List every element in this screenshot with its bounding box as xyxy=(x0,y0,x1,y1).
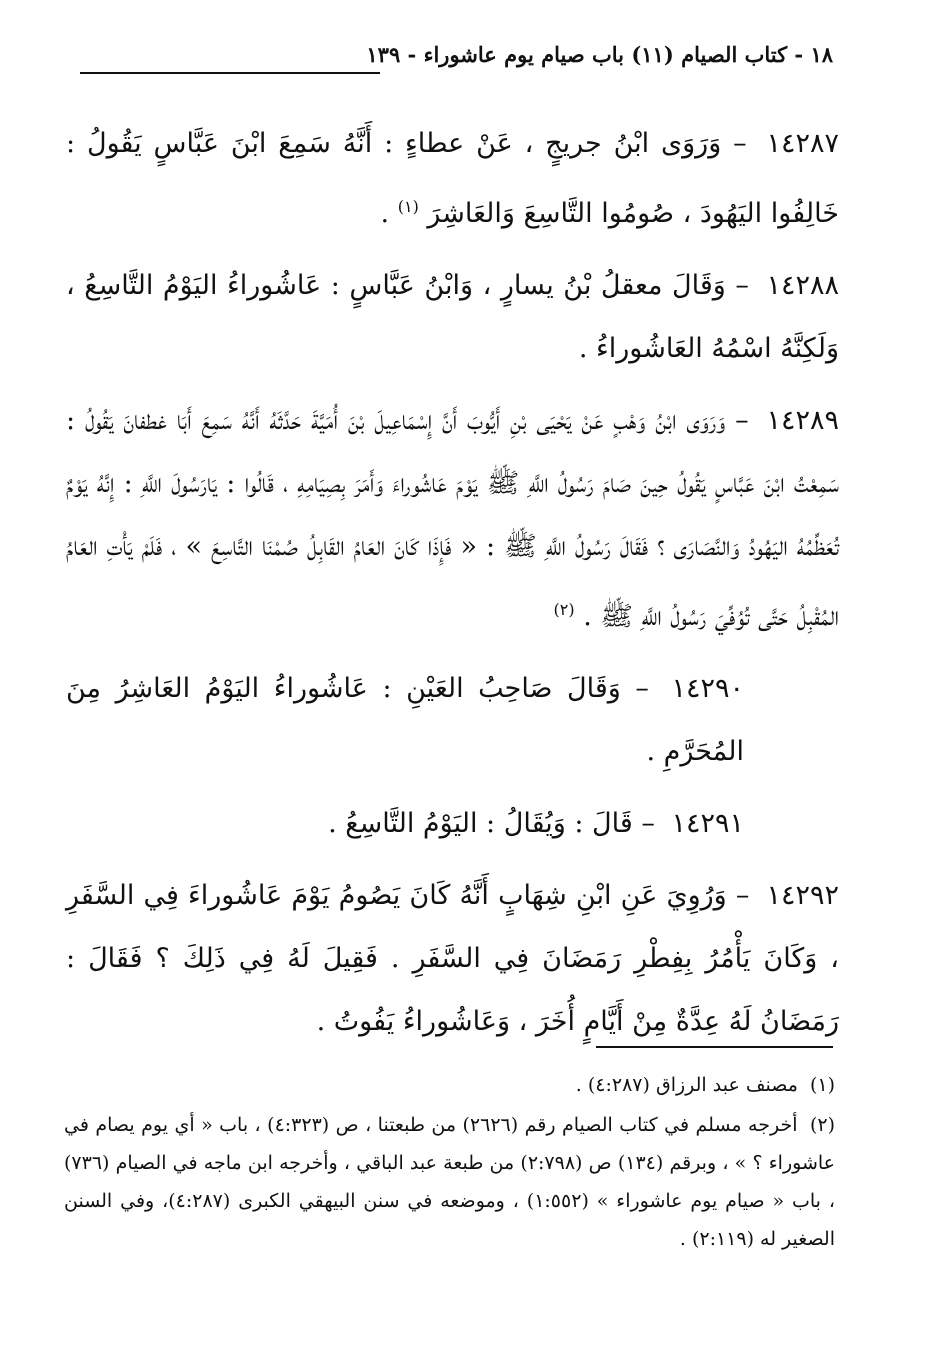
footnote-number: (١) xyxy=(809,1074,835,1096)
entry-number: ١٤٢٨٩ xyxy=(766,405,839,436)
entry-14292 xyxy=(66,864,839,1053)
footnote-text: أخرجه مسلم في كتاب الصيام رقم (٢٦٢٦) من طبعتنا ، ص (٤:٣٢٣) ، باب « أي يوم يصام في عاشوراء ؟ » ، وبرقم (١٣٤) ص (٢:٧٩٨) من طبعة عبد الباقي ، وأخرجه ابن ماجه في الصيام (٧٣٦) ، باب « صيام يوم عاشوراء » (١:٥٥٢) ، وموضعه في سنن البيهقي الكبرى (٤:٢٨٧)، وفي السنن الصغير له (٢:١١٩) . xyxy=(64,1114,835,1250)
footnote-1 xyxy=(64,1066,835,1104)
entry-text: – وَرَوَى ابْنُ وَهْبٍ عَنْ يَحْيَى بْنِ أَيُّوبَ أَنَّ إِسْمَاعِيلَ بْنَ أُمَيَّةَ حَدَّثَهُ أَنَّهُ سَمِعَ أَبَا غطفانَ يَقُولُ : سَمِعْتُ ابْنَ عَبَّاسٍ يَقُولُ حِينَ صَامَ رَسُولُ اللَّهِ ﷺ يَوْمَ عَاشُوراءَ وَأَمَرَ بِصِيَامِهِ ، قَالُوا : يَارَسُولَ اللَّهِ : إِنَّهُ يَوْمٌ تُعَظِّمُهُ اليَهُودُ وَالنَّصَارَى ؟ فَقَالَ رَسُولُ اللَّهِ ﷺ : « فَإِذَا كَانَ العَامُ القَابِلُ صُمْنَا التَّاسِعَ » ، فَلَمْ يَأْتِ العَامُ المُقْبِلُ حَتَّى تُوُفِّيَ رَسُولُ اللَّهِ ﷺ . xyxy=(66,405,839,632)
entry-14290 xyxy=(66,657,839,783)
entry-text: – وَرُوِيَ عَنِ ابْنِ شِهَابٍ أَنَّهُ كَانَ يَصُومُ يَوْمَ عَاشُوراءَ فِي السَّفَرِ ، وَكَانَ يَأْمُرُ بِفِطْرِ رَمَضَانَ فِي السَّفَرِ . فَقِيلَ لَهُ فِي ذَلِكَ ؟ فَقَالَ : رَمَضَانُ لَهُ عِدَّةٌ مِنْ أَيَّامٍ أُخَرَ ، وَعَاشُوراءُ يَفُوتُ . xyxy=(66,880,839,1037)
footnote-ref[interactable]: (١) xyxy=(397,197,419,216)
entry-number: ١٤٢٩١ xyxy=(671,808,744,839)
entry-14288 xyxy=(66,254,839,380)
footnote-number: (٢) xyxy=(809,1114,835,1136)
entry-14291 xyxy=(66,792,839,855)
entry-number: ١٤٢٩٠ xyxy=(671,673,744,704)
entry-number: ١٤٢٨٨ xyxy=(766,270,839,301)
entry-text: – وَرَوَى ابْنُ جريجٍ ، عَنْ عطاءٍ : أَنَّهُ سَمِعَ ابْنَ عَبَّاسٍ يَقُولُ : خَالِفُوا اليَهُودَ ، صُومُوا التَّاسِعَ وَالعَاشِرَ xyxy=(66,128,839,229)
entry-text: – وَقَالَ صَاحِبُ العَيْنِ : عَاشُوراءُ اليَوْمُ العَاشِرُ مِنَ المُحَرَّمِ . xyxy=(66,673,744,767)
entry-number: ١٤٢٨٧ xyxy=(766,128,839,159)
footnote-separator xyxy=(596,1046,833,1048)
footnote-ref[interactable]: (٢) xyxy=(553,600,575,619)
entry-text: – قَالَ : وَيُقَالُ : اليَوْمُ التَّاسِعُ . xyxy=(328,808,655,839)
entry-14287 xyxy=(66,112,839,245)
entry-number: ١٤٢٩٢ xyxy=(766,880,839,911)
entry-14289 xyxy=(66,389,839,648)
footnote-2 xyxy=(64,1106,835,1258)
running-title: ١٨ - كتاب الصيام (١١) باب صيام يوم عاشوراء - ١٣٩ xyxy=(366,42,833,67)
footnote-text: مصنف عبد الرزاق (٤:٢٨٧) . xyxy=(575,1074,798,1096)
header-rule xyxy=(80,72,380,74)
entry-text: – وَقَالَ معقلُ بْنُ يسارٍ ، وَابْنُ عَبَّاسٍ : عَاشُوراءُ اليَوْمُ التَّاسِعُ ، وَلَكِنَّهُ اسْمُهُ العَاشُوراءُ . xyxy=(66,270,839,364)
entry-tail: . xyxy=(380,198,390,229)
entries xyxy=(66,112,839,1062)
footnotes xyxy=(64,1066,835,1260)
running-header xyxy=(80,42,833,82)
